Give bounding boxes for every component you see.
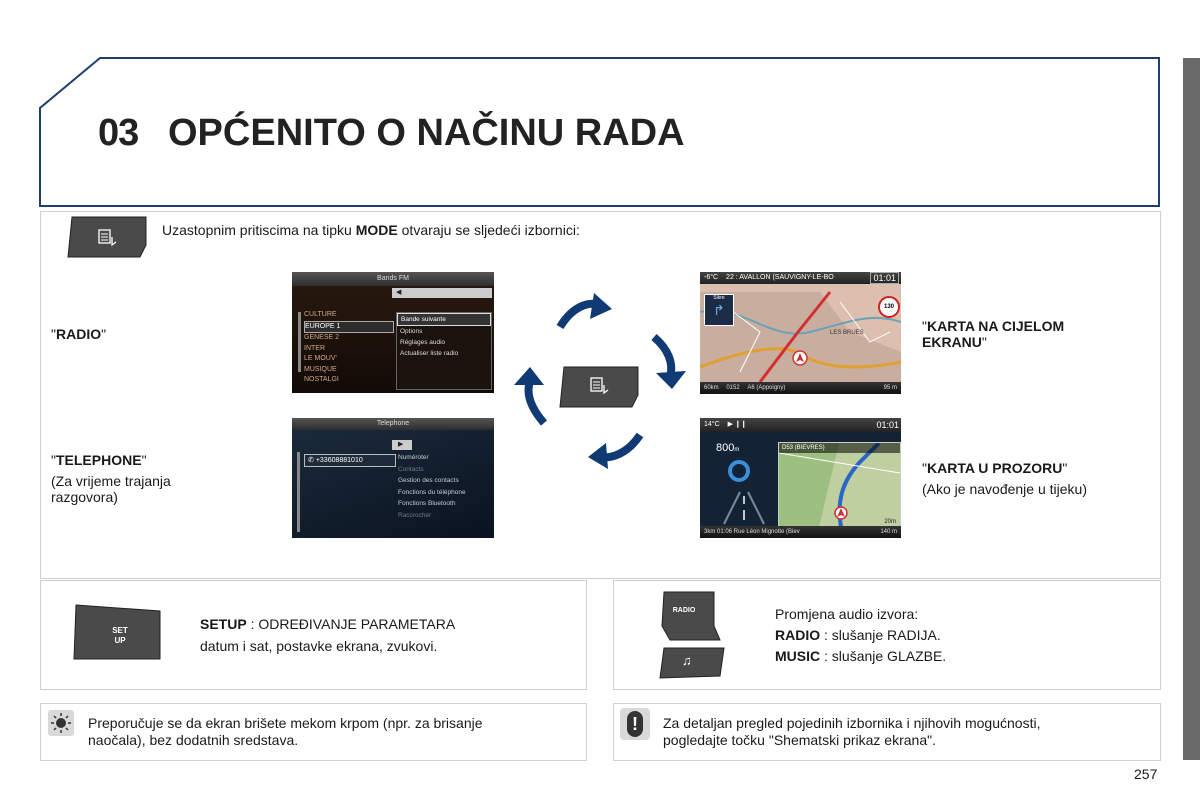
turn-distance-value: 800 — [716, 442, 735, 454]
map-window-graphic — [779, 443, 900, 527]
warning-icon — [620, 708, 650, 740]
list-item-selected: EUROPE 1 — [304, 321, 394, 334]
map-full-label-2: EKRANU" — [922, 334, 987, 350]
distance-remaining: 60km — [704, 385, 719, 391]
menu-item: Options — [400, 328, 423, 335]
setup-description: datum i sat, postavke ekrana, zvukovi. — [200, 638, 438, 654]
phone-menu — [398, 452, 492, 521]
page-title: OPĆENITO O NAČINU RADA — [168, 112, 685, 154]
map-window-screen — [700, 418, 901, 538]
road-perspective-icon — [714, 490, 774, 526]
menu-item: Fonctions du téléphone — [398, 488, 466, 496]
map-scale: 20m — [884, 519, 896, 525]
play-icon: ▶ ❙❙ — [727, 421, 747, 428]
turn-sign-label: Sikre — [713, 295, 725, 301]
radio-screen — [292, 272, 494, 393]
radio-menu — [396, 312, 492, 390]
phone-scrollbar — [297, 452, 300, 532]
clock: 01:01 — [870, 272, 899, 284]
play-icon: ▶ — [398, 441, 404, 448]
map-window-map — [778, 442, 901, 528]
temperature: 14°C — [704, 421, 720, 428]
telephone-label: "TELEPHONE" — [51, 452, 147, 468]
menu-item: Actualiser liste radio — [400, 350, 459, 357]
setup-title: SETUP : ODREĐIVANJE PARAMETARA — [200, 616, 456, 632]
chapter-number: 03 — [98, 112, 139, 154]
map-window-label: "KARTA U PROZORU" — [922, 460, 1068, 476]
mode-button[interactable] — [66, 215, 148, 259]
phone-icon: ✆ — [308, 457, 314, 464]
roundabout-icon — [728, 460, 750, 482]
map-window-bottombar — [700, 526, 901, 538]
map-window-road: D53 (BIEVRES) — [779, 443, 901, 453]
menu-item: Réglages audio — [400, 339, 446, 346]
menu-item: Numéroter — [398, 454, 429, 461]
mode-button-center[interactable] — [558, 365, 640, 409]
telephone-note-2: razgovora) — [51, 489, 118, 505]
phone-number-row — [304, 454, 396, 467]
audio-line-1: Promjena audio izvora: — [775, 606, 919, 622]
note-line-2: pogledajte točku "Shematski prikaz ekrana". — [663, 732, 936, 748]
temperature: -6°C — [704, 274, 719, 281]
list-item: LE MOUV' — [304, 355, 337, 362]
radio-screen-title: Bands FM — [292, 272, 494, 286]
map-full-topbar — [700, 272, 901, 284]
turn-right-icon: ↱ — [713, 302, 725, 318]
radio-button[interactable] — [660, 590, 722, 642]
menu-item: Fonctions Bluetooth — [398, 500, 456, 507]
map-full-graphic — [700, 272, 901, 394]
music-note-icon: ♫ — [682, 653, 692, 668]
map-window-note: (Ako je navođenje u tijeku) — [922, 481, 1087, 497]
route-info: 3km 01:06 Rue Léon Mignotte (Biev — [704, 529, 800, 535]
phone-back-bar — [392, 440, 412, 450]
list-item: NOSTALGI — [304, 376, 339, 383]
next-distance: 140 m — [880, 529, 897, 535]
turn-distance — [716, 442, 739, 454]
exclamation-icon: ! — [627, 711, 643, 737]
map-window-topbar — [700, 418, 901, 432]
audio-line-music: MUSIC : slušanje GLAZBE. — [775, 648, 947, 664]
menu-item: Contacts — [398, 465, 424, 473]
arrow-right-icon — [654, 337, 686, 389]
tip-line-2: naočala), bez dodatnih sredstava. — [88, 732, 299, 748]
clock: 01:01 — [876, 420, 899, 430]
music-button[interactable] — [658, 646, 726, 680]
setup-button-label — [100, 626, 140, 646]
telephone-screen-title: Telephone — [292, 418, 494, 430]
mode-intro: Uzastopnim pritiscima na tipku MODE otvaraju se sljedeći izbornici: — [162, 222, 580, 238]
map-full-bottombar — [700, 382, 901, 394]
sun-icon-graphic — [48, 710, 74, 736]
turn-distance-unit: m — [734, 447, 740, 453]
map-full-screen — [700, 272, 901, 394]
menu-item: Raccrocher — [398, 511, 432, 519]
list-item: CULTURE — [304, 311, 337, 318]
tip-line-1: Preporučuje se da ekran brišete mekom krpom (npr. za brisanje — [88, 715, 483, 731]
map-full-label: "KARTA NA CIJELOM — [922, 318, 1065, 334]
arrow-bottom-icon — [588, 435, 640, 469]
setup-button-label-1: SET — [112, 626, 128, 635]
place-name: LES BRUES — [830, 330, 864, 336]
turn-indicator — [704, 294, 734, 326]
radio-back-bar — [392, 288, 492, 298]
telephone-note-1: (Za vrijeme trajanja — [51, 473, 171, 489]
radio-scrollbar — [298, 312, 301, 372]
next-distance: 95 m — [883, 385, 897, 391]
menu-item-selected: Bande suivante — [397, 313, 491, 326]
page-number: 257 — [1134, 766, 1158, 782]
back-icon: ◀ — [396, 289, 402, 296]
road-name: 22 : AVALLON (SAUVIGNY-LE-BO — [726, 274, 834, 281]
setup-button-label-2: UP — [114, 636, 126, 645]
menu-item: Gestion des contacts — [398, 477, 459, 484]
next-road: A6 (Appoigny) — [747, 385, 786, 391]
telephone-screen — [292, 418, 494, 538]
radio-label: "RADIO" — [51, 326, 107, 342]
list-item: MUSIQUE — [304, 365, 337, 373]
speed-limit-sign: 130 — [878, 296, 900, 318]
sun-icon — [48, 710, 74, 736]
arrow-left-icon — [514, 367, 544, 423]
phone-number: +33608881010 — [315, 457, 363, 464]
arrow-top-icon — [560, 293, 612, 327]
list-item: GENESE 2 — [304, 334, 340, 341]
note-line-1: Za detaljan pregled pojedinih izbornika i njihovih mogućnosti, — [663, 715, 1041, 731]
list-item: INTER — [304, 344, 325, 352]
radio-button-label: RADIO — [672, 607, 696, 614]
audio-line-radio: RADIO : slušanje RADIJA. — [775, 627, 941, 643]
time-remaining: 0152 — [726, 385, 740, 391]
radio-list — [304, 310, 394, 386]
chapter-side-tab — [1183, 58, 1200, 760]
